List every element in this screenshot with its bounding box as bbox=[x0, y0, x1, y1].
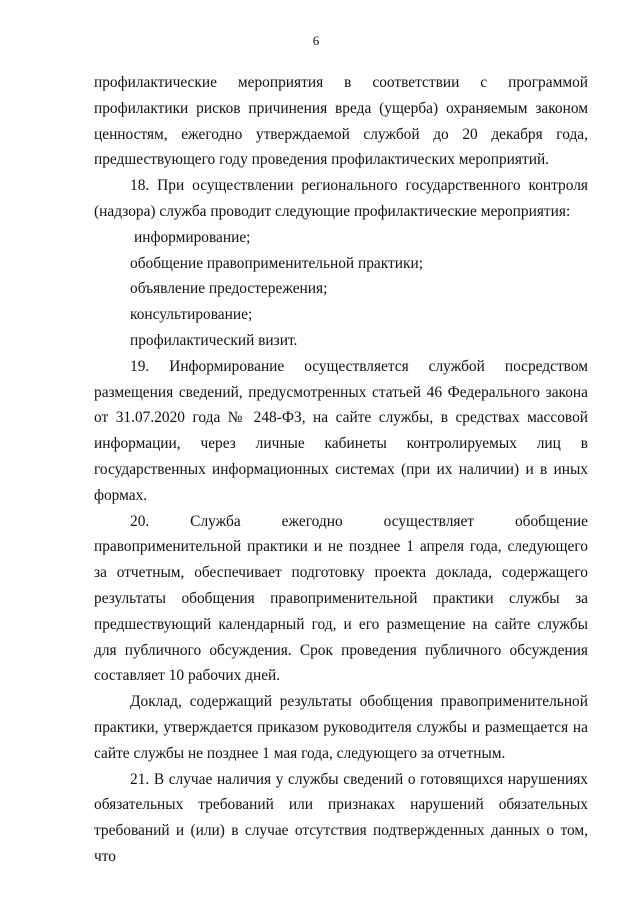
page-number: 6 bbox=[312, 33, 320, 48]
list-item-warning: объявление предостережения; bbox=[130, 280, 328, 298]
paragraph-21: 21. В случае наличия у службы сведений о готовящихся нарушениях обязательных требований или признаках нарушений обязательных требований и (или) в случае отсутствия подтвержденных данных о том, что bbox=[94, 770, 588, 865]
paragraph-19: 19. Информирование осуществляется службой посредством размещения сведений, предусмотренных статьей 46 Федерального закона от 31.07.2020 года № 248-ФЗ, на сайте службы, в средствах массовой информации, через личные кабинеты контролируемых лиц в государственных информационных системах (при их наличии) и в иных формах. bbox=[94, 357, 588, 504]
list-item-consulting: консультирование; bbox=[130, 306, 253, 324]
list-item-generalization: обобщение правоприменительной практики; bbox=[130, 254, 423, 272]
paragraph-report: Доклад, содержащий результаты обобщения правоприменительной практики, утверждается приказом руководителя службы и размещается на сайте службы не позднее 1 мая года, следующего за отчетным. bbox=[94, 693, 588, 762]
paragraph-18: 18. При осуществлении регионального государственного контроля (надзора) служба проводит следующие профилактические мероприятия: bbox=[94, 177, 588, 220]
document-body bbox=[94, 70, 588, 870]
paragraph-20: 20. Служба ежегодно осуществляет обобщение правоприменительной практики и не позднее 1 апреля года, следующего за отчетным, обеспечивает подготовку проекта доклада, содержащего результаты обобщения правоприменительной практики службы за предшествующий календарный год, и его размещение на сайте службы для публичного обсуждения. Срок проведения публичного обсуждения составляет 10 рабочих дней. bbox=[94, 512, 588, 685]
paragraph-continuation: профилактические мероприятия в соответствии с программой профилактики рисков причинения вреда (ущерба) охраняемым законом ценностям, ежегодно утверждаемой службой до 20 декабря года, предшествующего году проведения профилактических мероприятий. bbox=[94, 74, 588, 169]
list-item-informing: информирование; bbox=[134, 228, 251, 246]
list-item-visit: профилактический визит. bbox=[130, 331, 298, 349]
